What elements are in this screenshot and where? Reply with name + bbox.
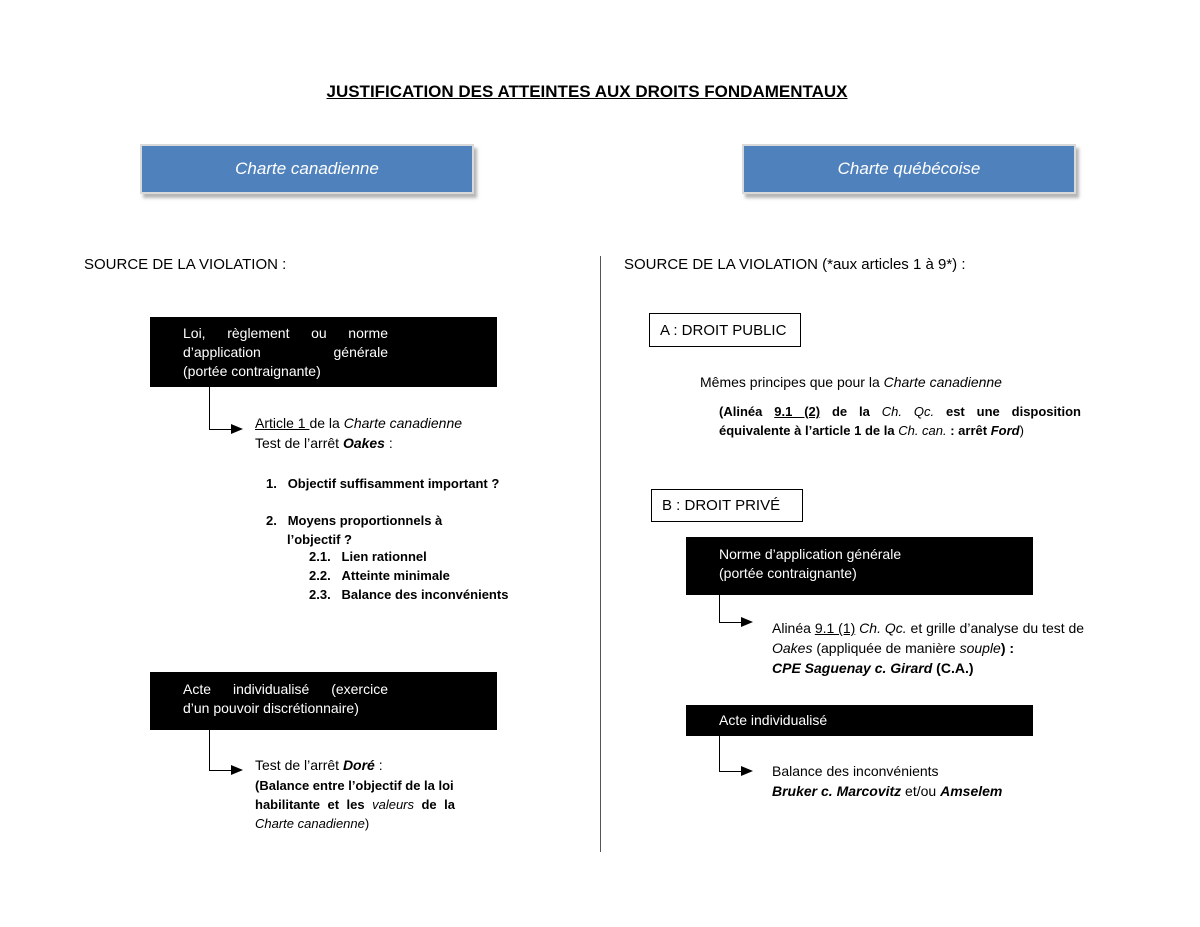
- public-principles-prefix: Mêmes principes que pour la: [700, 374, 884, 390]
- connector-line: [719, 595, 720, 622]
- oakes-item-2-text-b: l’objectif ?: [287, 532, 352, 547]
- right-box-norme-line2: (portée contraignante): [719, 565, 857, 581]
- oakes-item-2: [266, 511, 442, 549]
- alinea-9-1-1-text: [772, 618, 1084, 678]
- dore-test-heading: [255, 755, 383, 775]
- right-box-acte: [686, 705, 1033, 736]
- alinea-chqc: Ch. Qc.: [881, 404, 935, 419]
- oakes-item-2-text-a: Moyens proportionnels à: [287, 513, 443, 528]
- oakes-item-1: [266, 474, 499, 493]
- balance-line1: Balance des inconvénients: [772, 763, 939, 779]
- left-box-acte-line2: d’un pouvoir discrétionnaire): [183, 700, 359, 716]
- alinea-open: (Alinéa: [719, 404, 775, 419]
- public-principles-text: [700, 372, 1002, 392]
- oakes-item-1-num: 1.: [266, 476, 277, 491]
- left-box-loi-line3: (portée contraignante): [183, 363, 321, 379]
- left-source-label: SOURCE DE LA VIOLATION :: [84, 256, 287, 273]
- connector-line: [209, 770, 231, 771]
- oakes-item-2-1: [309, 547, 427, 566]
- left-box-acte: [150, 672, 497, 730]
- dore-detail-line1: (Balance entre l’objectif de la loi: [255, 778, 454, 793]
- alinea-ref: 9.1 (2): [774, 404, 821, 419]
- droit-public-label: A : DROIT PUBLIC: [660, 321, 787, 339]
- dore-prefix: Test de l’arrêt: [255, 757, 343, 773]
- oakes-item-2-3: [309, 585, 508, 604]
- droit-prive-box: [651, 489, 803, 522]
- left-box-loi-line1: Loi, règlement ou norme: [183, 325, 388, 341]
- alinea-line2a: équivalente à l’article 1 de la: [719, 423, 899, 438]
- connector-line: [209, 429, 231, 430]
- oakes-item-2-1-num: 2.1.: [309, 549, 331, 564]
- connector-line: [719, 622, 741, 623]
- article-1-link: Article 1: [255, 415, 310, 431]
- droit-public-box: [649, 313, 801, 347]
- alinea2-prefix: Alinéa: [772, 620, 815, 636]
- alinea-chcan: Ch. can.: [898, 423, 947, 438]
- oakes-test-prefix: Test de l’arrêt: [255, 435, 343, 451]
- right-box-norme: [686, 537, 1033, 595]
- dore-test-details: [255, 776, 455, 833]
- arrow-icon: [741, 766, 753, 776]
- dore-charte: Charte canadienne: [255, 816, 365, 831]
- column-divider: [600, 256, 601, 852]
- balance-case1: Bruker c. Marcovitz: [772, 783, 902, 799]
- connector-line: [719, 771, 741, 772]
- alinea2-oakes: Oakes: [772, 640, 813, 656]
- alinea2-case: CPE Saguenay c. Girard: [772, 660, 933, 676]
- left-box-loi-line2: d’application générale: [183, 344, 388, 360]
- oakes-item-2-2: [309, 566, 450, 585]
- connector-line: [719, 736, 720, 771]
- dore-detail-line2a: habilitante et les: [255, 797, 373, 812]
- alinea2-ca: (C.A.): [932, 660, 974, 676]
- dore-valeurs: valeurs: [372, 797, 415, 812]
- alinea2-ref: 9.1 (1): [814, 620, 856, 636]
- alinea2-souple: souple: [959, 640, 1001, 656]
- charter-canadienne-header: [140, 144, 474, 194]
- dore-name: Doré: [342, 757, 375, 773]
- public-principles-charte: Charte canadienne: [883, 374, 1002, 390]
- right-box-norme-line1: Norme d’application générale: [719, 546, 902, 562]
- dore-colon: :: [374, 757, 383, 773]
- article-charte: Charte canadienne: [343, 415, 463, 431]
- alinea2-chqc: Ch. Qc.: [855, 620, 907, 636]
- oakes-item-2-3-num: 2.3.: [309, 587, 331, 602]
- alinea2-rest2b: ) :: [1000, 640, 1015, 656]
- charter-quebecoise-label: Charte québécoise: [837, 159, 981, 178]
- dore-detail-line2b: de la: [414, 797, 455, 812]
- right-source-label: SOURCE DE LA VIOLATION (*aux articles 1 à 9*) :: [624, 256, 966, 273]
- oakes-item-2-num: 2.: [266, 513, 277, 528]
- oakes-item-2-1-text: Lien rationnel: [341, 549, 427, 564]
- article-1-text: [255, 413, 462, 453]
- oakes-item-2-2-text: Atteinte minimale: [341, 568, 450, 583]
- arrow-icon: [741, 617, 753, 627]
- oakes-colon: :: [384, 435, 393, 451]
- left-box-acte-line1: Acte individualisé (exercice: [183, 681, 388, 697]
- alinea-mid1: de la: [820, 404, 882, 419]
- alinea2-rest: et grille d’analyse du test de: [906, 620, 1085, 636]
- charter-quebecoise-header: [742, 144, 1076, 194]
- balance-text: [772, 761, 1002, 801]
- balance-case2: Amselem: [940, 783, 1003, 799]
- page-title: JUSTIFICATION DES ATTEINTES AUX DROITS FONDAMENTAUX: [326, 82, 848, 101]
- alinea2-rest2a: (appliquée de manière: [812, 640, 960, 656]
- oakes-item-2-2-num: 2.2.: [309, 568, 331, 583]
- arrow-icon: [231, 424, 243, 434]
- alinea-9-1-2-note: [719, 402, 1081, 440]
- alinea-mid2: est une disposition: [934, 404, 1081, 419]
- alinea-line2b: : arrêt: [946, 423, 991, 438]
- arrow-icon: [231, 765, 243, 775]
- dore-close: ): [364, 816, 370, 831]
- balance-et: et/ou: [901, 783, 941, 799]
- alinea-close: ): [1019, 423, 1024, 438]
- right-box-acte-label: Acte individualisé: [719, 712, 828, 728]
- connector-line: [209, 387, 210, 429]
- alinea-ford: Ford: [990, 423, 1020, 438]
- charter-canadienne-label: Charte canadienne: [235, 159, 379, 178]
- droit-prive-label: B : DROIT PRIVÉ: [662, 497, 781, 514]
- left-box-loi: [150, 317, 497, 387]
- oakes-item-1-text: Objectif suffisamment important ?: [287, 476, 500, 491]
- article-de-la: de la: [309, 415, 344, 431]
- connector-line: [209, 730, 210, 770]
- oakes-item-2-3-text: Balance des inconvénients: [341, 587, 509, 602]
- oakes-name: Oakes: [342, 435, 385, 451]
